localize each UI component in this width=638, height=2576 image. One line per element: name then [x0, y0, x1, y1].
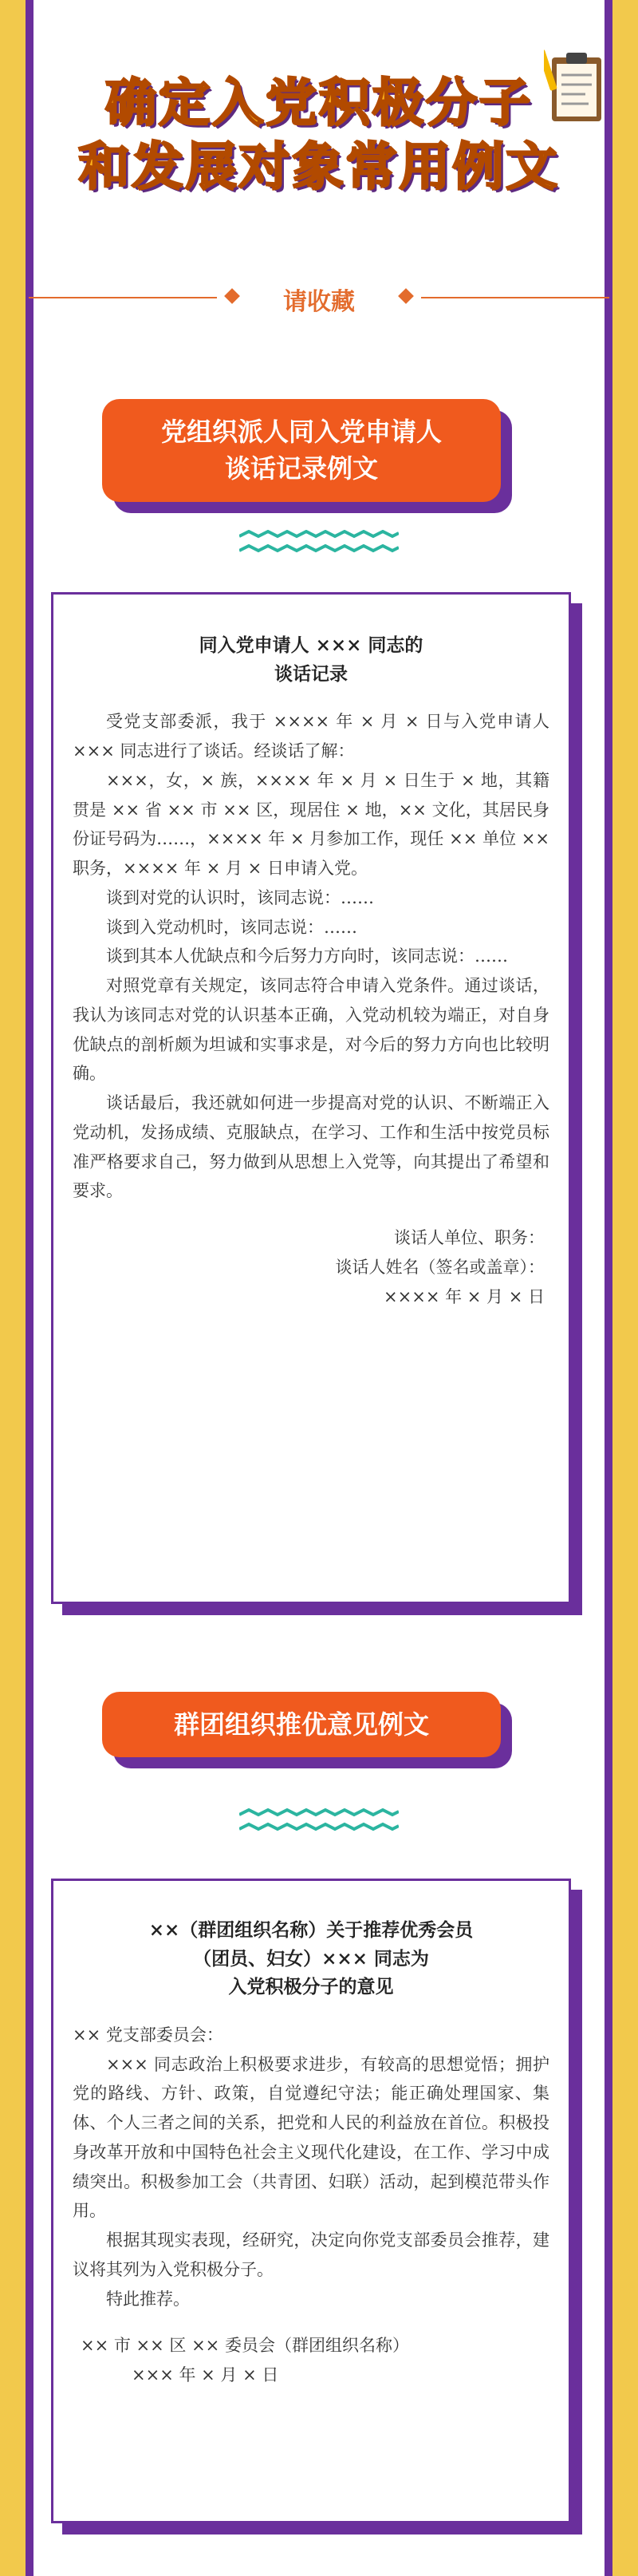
section1-banner-line-1: 党组织派人同入党申请人 [160, 417, 442, 447]
section2-heading [73, 1916, 549, 2001]
section1-paragraph: 谈到入党动机时，该同志说：…… [106, 917, 357, 937]
section2-paragraph: 根据其现实表现，经研究，决定向你党支部委员会推荐，建议将其列为入党积极分子。 [73, 2230, 549, 2279]
section1-paragraph: 谈到其本人优缺点和今后努力方向时，该同志说：…… [106, 946, 508, 966]
section2-heading-line-1: ××（群团组织名称）关于推荐优秀会员 [148, 1919, 474, 1941]
wave-divider-icon [239, 530, 399, 559]
section1-paragraph: 谈到对党的认识时，该同志说：…… [106, 887, 374, 907]
signature-organization: ×× 市 ×× 区 ×× 委员会（群团组织名称） [81, 2336, 409, 2356]
section1-signature [73, 1223, 549, 1311]
section2-heading-line-3: 入党积极分子的意见 [228, 1976, 394, 1998]
section1-paragraph: 谈话最后，我还就如何进一步提高对党的认识、不断端正入党动机，发扬成绩、克服缺点，在学习、工作和生活中按党员标准严格要求自己，努力做到从思想上入党等，向其提出了希望和要求。 [73, 1093, 549, 1201]
wave-divider-icon [239, 1808, 399, 1837]
section2-salutation: ×× 党支部委员会： [73, 2025, 223, 2045]
section1-paragraph: ×××，女，× 族，×××× 年 × 月 × 日生于 × 地，其籍贯是 ×× 省 ×× 市 ×× 区，现居住 × 地，×× 文化，其居民身份证号码为……，×××× 年 × 月参加工作，现任 ×× 单位 ×× 职务，×××× 年 × 月 × 日申请入党。 [73, 770, 549, 879]
section2-paragraph: 特此推荐。 [106, 2289, 190, 2309]
title-line-2: 和发展对象常用例文 [78, 138, 560, 197]
title-line-1: 确定入党积极分子 [105, 74, 533, 133]
section2-signature [73, 2331, 549, 2390]
collect-text: 请收藏 [283, 288, 355, 316]
section1-card [51, 592, 571, 1604]
section1-heading [73, 631, 549, 688]
signature-date: ××× 年 × 月 × 日 [132, 2365, 279, 2385]
section2-heading-line-2: （团员、妇女）××× 同志为 [193, 1947, 429, 1970]
main-title [0, 72, 638, 200]
collect-divider [0, 282, 638, 314]
section1-banner [102, 399, 501, 502]
section1-heading-line-1: 同入党申请人 ××× 同志的 [199, 634, 423, 656]
section2-banner-line-1: 群团组织推优意见例文 [173, 1709, 429, 1740]
section1-banner-line-2: 谈话记录例文 [224, 453, 378, 484]
section2-card [51, 1879, 571, 2523]
signature-unit: 谈话人单位、职务： [394, 1228, 545, 1248]
section2-banner [102, 1692, 501, 1757]
section2-paragraph: ××× 同志政治上积极要求进步，有较高的思想觉悟；拥护党的路线、方针、政策，自觉遵纪守法；能正确处理国家、集体、个人三者之间的关系，把党和人民的利益放在首位。积极投身改革开放和中国特色社会主义现代化建设，在工作、学习中成绩突出。积极参加工会（共青团、妇联）活动，起到模范带头作用。 [73, 2054, 549, 2221]
signature-date: ×××× 年 × 月 × 日 [384, 1286, 545, 1306]
signature-name: 谈话人姓名（签名或盖章）： [335, 1257, 545, 1277]
section1-heading-line-2: 谈话记录 [274, 662, 348, 685]
section1-paragraph: 受党支部委派，我于 ×××× 年 × 月 × 日与入党申请人 ××× 同志进行了谈话。经谈话了解： [73, 712, 549, 761]
section1-paragraph: 对照党章有关规定，该同志符合申请入党条件。通过谈话，我认为该同志对党的认识基本正确，入党动机较为端正，对自身优缺点的剖析颇为坦诚和实事求是，对今后的努力方向也比较明确。 [73, 976, 549, 1084]
